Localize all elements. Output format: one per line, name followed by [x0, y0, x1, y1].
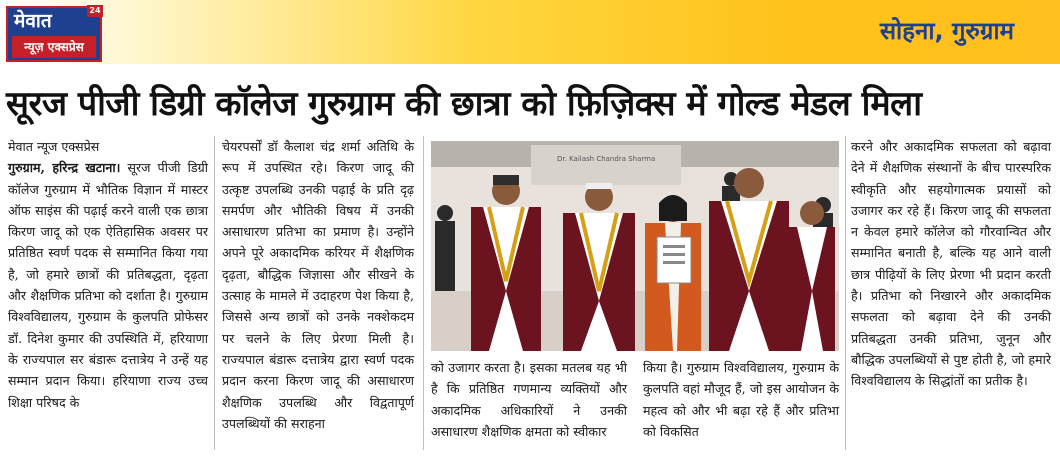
article-headline: सूरज पीजी डिग्री कॉलेज गुरुग्राम की छात्रा को फ़िज़िक्स में गोल्ड मेडल मिला [6, 84, 922, 124]
byline: मेवात न्यूज एक्सप्रेस [8, 139, 100, 154]
column-divider [423, 136, 424, 450]
dateline: गुरुग्राम, हरिन्द्र खटाना। [8, 160, 121, 176]
column-divider [214, 136, 215, 450]
ceremony-photo-illustration [431, 141, 839, 351]
article-column-1 [8, 136, 208, 413]
column-2-text: चेयरपर्सों डॉ कैलाश चंद्र शर्मा अतिथि के रूप में उपस्थित रहे। किरण जादू की उत्कृष्ट उपलब्धि उनकी पढ़ाई के प्रति दृढ़ समर्पण और भौतिकी विषय में उनकी असाधारण प्रतिभा का प्रमाण है। उन्होंने अपने पूरे अकादमिक करियर में शैक्षणिक दृढ़ता, बौद्धिक जिज्ञासा और सीखने के उत्साह के मामले में उदाहरण पेश किया है, जिससे अन्य छात्रों को उनके नक्शेकदम पर चलने के लिए प्रेरणा मिली है। राज्यपाल बंडारू दत्तात्रेय द्वारा स्वर्ण पदक प्रदान करना किरण जादू की असाधारण शैक्षणिक उपलब्धि और विद्वतापूर्ण उपलब्धियों की सराहना [222, 139, 414, 431]
column-divider [845, 136, 846, 450]
column-4-text: करने और अकादमिक सफलता को बढ़ावा देने में शैक्षणिक संस्थानों के बीच पारस्परिक स्वीकृति और सहयोगात्मक प्रयासों को उजागर कर रहे हैं। किरण जादू की सफलता न केवल हमारे कॉलेज को गौरवान्वित और सम्मानित बनाती है, बल्कि यह आने वाली छात्र पीढ़ियों के लिए प्रेरणा भी प्रदान करती है। प्रतिभा को निखारने और अकादमिक सफलता को बढ़ावा देने की उनकी प्रतिबद्धता उनकी प्रतिभा, जुनून और बौद्धिक उपलब्धियों से पुष्ट होती है, जो हमारे विश्वविद्यालय के सिद्धांतों का प्रतीक है। [851, 139, 1051, 389]
publication-logo[interactable] [6, 6, 102, 62]
column-1-paragraph [8, 157, 208, 413]
logo-line-2: न्यूज़ एक्सप्रेस [12, 36, 96, 58]
ceremony-photo[interactable] [431, 141, 839, 351]
column-1-text: सूरज पीजी डिग्री कॉलेज गुरुग्राम में भौतिक विज्ञान में मास्टर ऑफ साइंस की पढ़ाई करने वाली एक छात्रा किरण जादू को एक ऐतिहासिक अवसर पर प्रतिष्ठित स्वर्ण पदक से सम्मानित किया गया है, जो हमारे छात्रों की प्रतिबद्धता, दृढ़ता और शैक्षणिक प्रतिभा को दर्शाता है। गुरुग्राम विश्वविद्यालय, गुरुग्राम के कुलपति प्रोफेसर डॉ. दिनेश कुमार की उपस्थिति में, हरियाणा के राज्यपाल सर बंडारू दत्तात्रेय ने उन्हें यह सम्मान प्रदान किया। हरियाणा राज्य उच्च शिक्षा परिषद के [8, 160, 208, 410]
location-label: सोहना, गुरुग्राम [879, 17, 1014, 45]
article-column-4 [851, 136, 1051, 392]
logo-line-1: मेवात [14, 10, 52, 32]
article-column-2 [222, 136, 414, 434]
logo-badge: 24 [87, 5, 103, 17]
column-3a-text: को उजागर करता है। इसका मतलब यह भी है कि प्रतिष्ठित गणमान्य व्यक्तियों और अकादमिक अधिकारियों ने उनकी असाधारण शैक्षणिक क्षमता को स्वीकार [431, 360, 627, 439]
photo-backdrop-text: Dr. Kailash Chandra Sharma [557, 155, 656, 163]
column-3b-text: किया है। गुरुग्राम विश्वविद्यालय, गुरुग्राम के कुलपति वहां मौजूद हैं, जो इस आयोजन के महत्व को और भी बढ़ा रहे हैं और प्रतिभा को विकसित [643, 360, 839, 439]
